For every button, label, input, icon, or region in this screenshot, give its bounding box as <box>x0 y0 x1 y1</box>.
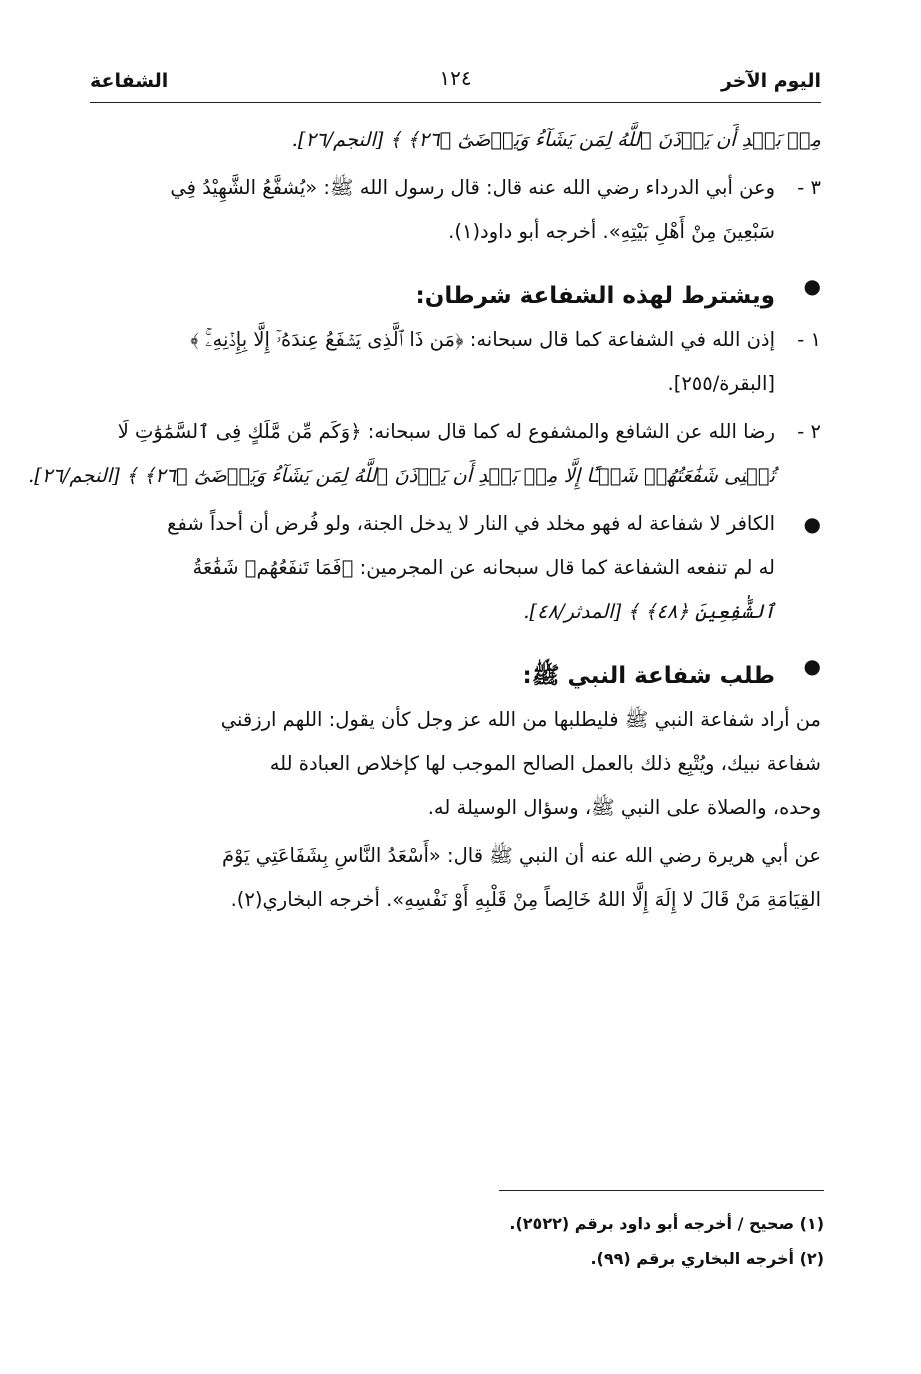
chapter-title: الشفاعة <box>90 70 169 92</box>
condition-line: رضا الله عن الشافع والمشفوع له كما قال سبحانه: ﴿وَكَم مِّن مَّلَكٍ فِى ٱلسَّمَٰوَٰتِ لَا <box>117 420 775 443</box>
condition-line: إذن الله في الشفاعة كما قال سبحانه: ﴿مَن ذَا ٱلَّذِى يَشۡفَعُ عِندَهُۥٓ إِلَّا بِإِذۡنِهِۦۚ ﴾ <box>190 328 775 351</box>
item-number: ٢ - <box>797 420 821 443</box>
page-body <box>28 118 821 922</box>
paragraph-line: من أراد شفاعة النبي ﷺ فليطلبها من الله عز وجل كأن يقول: اللهم ارزقني <box>220 708 821 731</box>
kafir-bullet <box>82 502 821 634</box>
heading-text: ويشترط لهذه الشفاعة شرطان: <box>415 283 775 309</box>
book-title: اليوم الآخر <box>720 70 821 92</box>
verse-continuation: مِنۢ بَعۡدِ أَن يَأۡذَنَ ٱللَّهُ لِمَن يَشَآءُ وَيَرۡضَىٰٓ ﴿٢٦﴾ ﴾ [النجم/٢٦]. <box>291 128 821 151</box>
condition-item-1 <box>82 318 821 406</box>
condition-item-2 <box>28 410 821 498</box>
item-number: ١ - <box>797 328 821 351</box>
footnote-divider <box>499 1190 824 1191</box>
bullet-icon: ● <box>803 654 821 678</box>
section-heading-conditions <box>82 264 821 318</box>
running-header <box>90 66 821 103</box>
verse-line: تُغۡنِى شَفَٰعَتُهُمۡ شَيۡـًٔا إِلَّا مِنۢ بَعۡدِ أَن يَأۡذَنَ ٱللَّهُ لِمَن يَشَآءُ وَيَرۡضَىٰٓ ﴿٢٦﴾ ﴾ [النجم/٢٦]. <box>28 464 775 487</box>
bullet-icon: ● <box>803 512 821 536</box>
paragraph-line: وحده، والصلاة على النبي ﷺ، وسؤال الوسيلة له. <box>427 796 821 819</box>
bullet-icon: ● <box>803 274 821 298</box>
page-number: ١٢٤ <box>439 66 472 90</box>
hadith-line: القِيَامَةِ مَنْ قَالَ لا إِلَهَ إِلَّا اللهُ خَالِصاً مِنْ قَلْبِهِ أَوْ نَفْسِهِ». أخرجه البخاري(٢). <box>230 888 821 911</box>
paragraph-line: الكافر لا شفاعة له فهو مخلد في النار لا يدخل الجنة، ولو فُرض أن أحداً شفع <box>167 512 775 535</box>
heading-text: طلب شفاعة النبي ﷺ: <box>522 663 775 689</box>
paragraph-line: له لم تنفعه الشفاعة كما قال سبحانه عن المجرمين: ﴿فَمَا تَنفَعُهُمۡ شَفَٰعَةُ <box>192 556 775 579</box>
hadith-line: سَبْعِينَ مِنْ أَهْلِ بَيْتِهِ». أخرجه أبو داود(١). <box>448 220 775 243</box>
list-item-3 <box>82 166 821 254</box>
footnote-2: (٢) أخرجه البخاري برقم (٩٩). <box>590 1249 824 1268</box>
item-number: ٣ - <box>797 176 821 199</box>
footnote-1: (١) صحيح / أخرجه أبو داود برقم (٢٥٢٢). <box>509 1214 824 1233</box>
hadith-line: وعن أبي الدرداء رضي الله عنه قال: قال رسول الله ﷺ: «يُشفَّعُ الشَّهِيْدُ فِي <box>170 176 775 199</box>
verse-reference: [البقرة/٢٥٥]. <box>667 372 775 395</box>
footnotes <box>400 1206 824 1276</box>
hadith-line: عن أبي هريرة رضي الله عنه أن النبي ﷺ قال: «أَسْعَدُ النَّاسِ بِشَفَاعَتِي يَوْمَ <box>221 844 821 867</box>
section-heading-request <box>82 644 821 698</box>
paragraph-line: شفاعة نبيك، ويُتْبِع ذلك بالعمل الصالح الموجب لها كإخلاص العبادة لله <box>269 752 821 775</box>
verse-line: ٱلشَّٰفِعِينَ ﴿٤٨﴾ ﴾ [المدثر/٤٨]. <box>523 600 775 623</box>
